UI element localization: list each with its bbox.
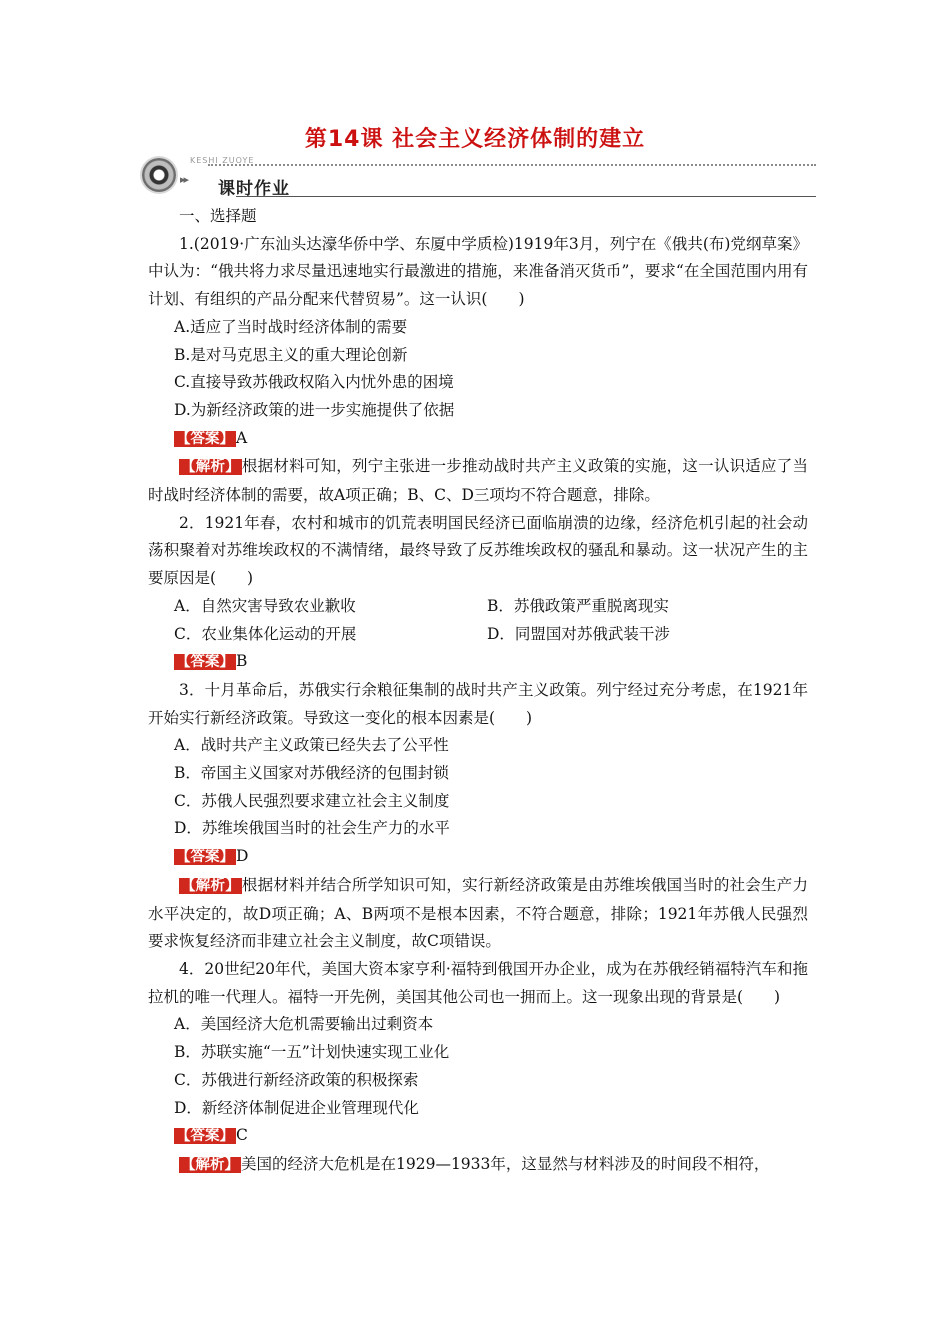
banner-small-caps: KESHI ZUOYE [190,156,255,165]
q1-stem: 1.(2019·广东汕头达濠华侨中学、东厦中学质检)1919年3月，列宁在《俄共(布)党纲草案》中认为：“俄共将力求尽量迅速地实行最激进的措施，来准备消灭货币”，要求“在全国范围内用有计划、有组织的产品分配来代替贸易”。这一认识( ) [148,234,808,309]
q4-option-d: D．新经济体制促进企业管理现代化 [174,1098,419,1117]
q3-analysis [148,872,808,956]
answer-tag: 【答案】 [176,1128,234,1145]
arrow-icon: ▸▸ [180,173,188,186]
q2-answer [148,648,808,677]
q2-option-c: C．农业集体化运动的开展 [174,624,357,643]
q1-analysis [148,453,808,509]
analysis-tag: 【解析】 [181,877,240,894]
q3-option-d: D．苏维埃俄国当时的社会生产力的水平 [174,819,450,838]
q1-option-c: C.直接导致苏俄政权陷入内忧外患的困境 [174,373,454,392]
q4-option-c: C．苏俄进行新经济政策的积极探索 [174,1070,419,1089]
q3-option-b: B．帝国主义国家对苏俄经济的包围封锁 [174,764,449,783]
q4-answer-value: C [236,1126,248,1145]
section-heading: 一、选择题 [179,207,257,225]
lesson-title: 第14课 社会主义经济体制的建立 [304,127,646,152]
q2-option-b: B．苏俄政策严重脱离现实 [487,596,669,615]
document-body [148,203,808,1180]
q4-analysis-text: 美国的经济大危机是在1929—1933年，这显然与材料涉及的时间段不相符， [241,1154,770,1173]
banner-underline [236,196,816,197]
q3-option-a: A．战时共产主义政策已经失去了公平性 [174,736,449,755]
banner-dotted-line [208,164,816,166]
q1-answer-value: A [236,428,248,447]
answer-tag: 【答案】 [176,430,234,447]
q2-stem: 2．1921年春，农村和城市的饥荒表明国民经济已面临崩溃的边缘，经济危机引起的社会动荡积聚着对苏维埃政权的不满情绪，最终导致了反苏维埃政权的骚乱和暴动。这一状况产生的主要原因是( ) [148,513,808,588]
gear-icon [142,158,176,192]
answer-tag: 【答案】 [176,654,234,671]
analysis-tag: 【解析】 [181,1156,239,1173]
q2-answer-value: B [236,652,248,671]
q1-option-d: D.为新经济政策的进一步实施提供了依据 [174,400,455,419]
homework-banner [140,156,816,200]
q2-option-d: D．同盟国对苏俄武装干涉 [487,624,670,643]
analysis-tag: 【解析】 [181,459,240,476]
q3-answer-value: D [236,847,249,866]
q2-option-a: A．自然灾害导致农业歉收 [174,596,356,615]
answer-tag: 【答案】 [176,849,234,866]
q4-answer [148,1122,808,1151]
q3-stem: 3．十月革命后，苏俄实行余粮征集制的战时共产主义政策。列宁经过充分考虑，在1921年开始实行新经济政策。导致这一变化的根本因素是( ) [148,680,808,727]
q1-answer [148,425,808,454]
q3-option-c: C．苏俄人民强烈要求建立社会主义制度 [174,791,450,810]
q1-analysis-text: 根据材料可知，列宁主张进一步推动战时共产主义政策的实施，这一认识适应了当时战时经济体制的需要，故A项正确；B、C、D三项均不符合题意，排除。 [148,457,808,505]
q4-option-b: B．苏联实施“一五”计划快速实现工业化 [174,1043,450,1062]
q4-option-a: A．美国经济大危机需要输出过剩资本 [174,1015,434,1034]
q3-answer [148,843,808,872]
q2-options-row-2 [148,621,808,649]
q4-stem: 4．20世纪20年代，美国大资本家亨利·福特到俄国开办企业，成为在苏俄经销福特汽车和拖拉机的唯一代理人。福特一开先例，美国其他公司也一拥而上。这一现象出现的背景是( ) [148,959,808,1006]
q1-option-a: A.适应了当时战时经济体制的需要 [174,317,408,336]
q1-option-b: B.是对马克思主义的重大理论创新 [174,345,408,364]
q3-analysis-text: 根据材料并结合所学知识可知，实行新经济政策是由苏维埃俄国当时的社会生产力水平决定的，故D项正确；A、B两项不是根本因素，不符合题意，排除；1921年苏俄人民强烈要求恢复经济而非建立社会主义制度，故C项错误。 [148,875,808,951]
q4-analysis [148,1151,808,1180]
q2-options-row-1 [148,593,808,621]
banner-label: 课时作业 [218,179,290,199]
